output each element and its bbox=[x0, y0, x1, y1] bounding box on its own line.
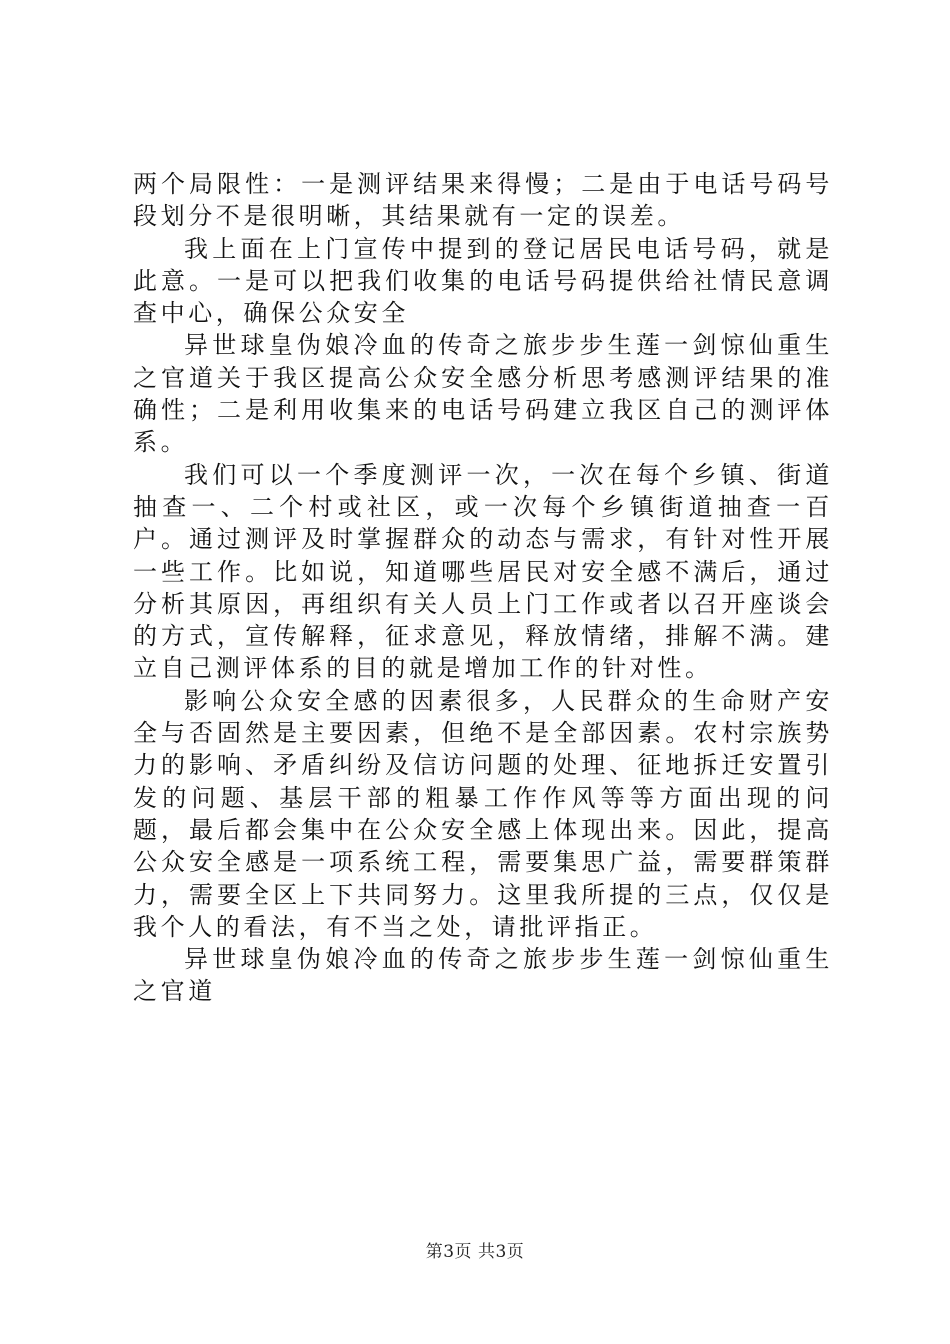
paragraph-3: 异世球皇伪娘冷血的传奇之旅步步生莲一剑惊仙重生之官道关于我区提高公众安全感分析思考感测评结果的准确性；二是利用收集来的电话号码建立我区自己的测评体系。 bbox=[133, 331, 833, 457]
page-number-footer: 第3页 共3页 bbox=[425, 1242, 525, 1262]
paragraph-4: 我们可以一个季度测评一次，一次在每个乡镇、街道抽查一、二个村或社区，或一次每个乡镇街道抽查一百户。通过测评及时掌握群众的动态与需求，有针对性开展一些工作。比如说，知道哪些居民对安全感不满后，通过分析其原因，再组织有关人员上门工作或者以召开座谈会的方式，宣传解释，征求意见，释放情绪，排解不满。建立自己测评体系的目的就是增加工作的针对性。 bbox=[133, 460, 833, 683]
document-body bbox=[133, 168, 833, 1008]
paragraph-1: 两个局限性：一是测评结果来得慢；二是由于电话号码号段划分不是很明晰，其结果就有一定的误差。 bbox=[133, 170, 833, 231]
paragraph-5: 影响公众安全感的因素很多，人民群众的生命财产安全与否固然是主要因素，但绝不是全部因素。农村宗族势力的影响、矛盾纠纷及信访问题的处理、征地拆迁安置引发的问题、基层干部的粗暴工作作风等等方面出现的问题，最后都会集中在公众安全感上体现出来。因此，提高公众安全感是一项系统工程，需要集思广益，需要群策群力，需要全区上下共同努力。这里我所提的三点，仅仅是我个人的看法，有不当之处，请批评指正。 bbox=[133, 686, 833, 941]
paragraph-6: 异世球皇伪娘冷血的传奇之旅步步生莲一剑惊仙重生之官道 bbox=[133, 945, 833, 1006]
paragraph-2: 我上面在上门宣传中提到的登记居民电话号码，就是此意。一是可以把我们收集的电话号码提供给社情民意调查中心，确保公众安全 bbox=[133, 234, 833, 328]
